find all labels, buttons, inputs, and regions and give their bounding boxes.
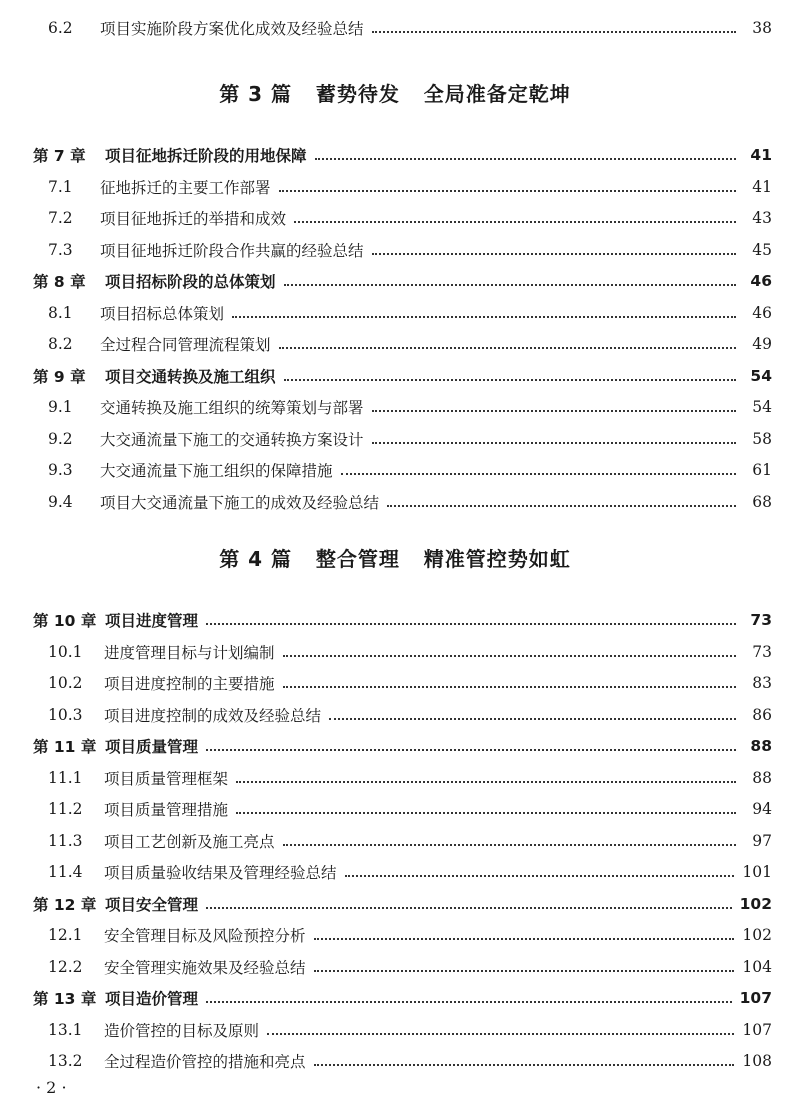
dot-leader — [279, 190, 736, 192]
toc-entry-section[interactable] — [0, 1016, 790, 1044]
section-title: 项目进度控制的主要措施 — [104, 675, 275, 693]
toc-entry-section[interactable] — [0, 1047, 790, 1075]
chapter-title: 项目质量管理 — [105, 738, 199, 756]
section-number: 9.4 — [48, 493, 73, 511]
section-title: 交通转换及施工组织的统筹策划与部署 — [100, 399, 364, 417]
page-number: 68 — [752, 493, 772, 511]
dot-leader — [283, 844, 736, 846]
page-number: 107 — [739, 989, 772, 1007]
dot-leader — [206, 1001, 732, 1003]
section-title: 进度管理目标与计划编制 — [104, 644, 275, 662]
dot-leader — [267, 1033, 734, 1035]
dot-leader — [206, 749, 736, 751]
section-title: 项目质量验收结果及管理经验总结 — [104, 864, 337, 882]
section-number: 9.3 — [48, 461, 73, 479]
page-number: 58 — [752, 430, 772, 448]
page-number: 83 — [752, 674, 772, 692]
page-number: 107 — [742, 1021, 772, 1039]
dot-leader — [314, 970, 735, 972]
section-title: 项目进度控制的成效及经验总结 — [104, 707, 322, 725]
page-number: 88 — [752, 769, 772, 787]
section-number: 7.1 — [48, 178, 73, 196]
chapter-number: 第 10 章 — [33, 612, 97, 630]
toc-entry-chapter[interactable] — [0, 606, 790, 634]
chapter-number: 第 12 章 — [33, 896, 97, 914]
part-label: 第 3 篇 — [219, 82, 293, 106]
section-number: 11.4 — [48, 863, 83, 881]
dot-leader — [372, 410, 736, 412]
section-number: 12.2 — [48, 958, 83, 976]
page-number: 101 — [742, 863, 772, 881]
chapter-number: 第 13 章 — [33, 990, 97, 1008]
page-number: 104 — [742, 958, 772, 976]
chapter-title: 项目征地拆迁阶段的用地保障 — [105, 147, 307, 165]
toc-entry-section[interactable] — [0, 393, 790, 421]
toc-entry-section[interactable] — [0, 425, 790, 453]
section-title: 全过程合同管理流程策划 — [100, 336, 271, 354]
page-number: 73 — [752, 643, 772, 661]
dot-leader — [341, 473, 736, 475]
toc-entry-section[interactable] — [0, 701, 790, 729]
section-title: 项目征地拆迁的举措和成效 — [100, 210, 287, 228]
chapter-title: 项目交通转换及施工组织 — [105, 368, 276, 386]
page-number: 108 — [742, 1052, 772, 1070]
section-title: 项目质量管理措施 — [104, 801, 229, 819]
page-number: 46 — [750, 272, 772, 290]
page-number: 41 — [752, 178, 772, 196]
chapter-title: 项目招标阶段的总体策划 — [105, 273, 276, 291]
dot-leader — [345, 875, 735, 877]
page-number: 41 — [750, 146, 772, 164]
section-title: 安全管理实施效果及经验总结 — [104, 959, 306, 977]
section-number: 7.2 — [48, 209, 73, 227]
section-number: 9.1 — [48, 398, 73, 416]
toc-entry-chapter[interactable] — [0, 141, 790, 169]
dot-leader — [329, 718, 736, 720]
section-title: 安全管理目标及风险预控分析 — [104, 927, 306, 945]
page-number: 38 — [752, 19, 772, 37]
part-label: 第 4 篇 — [219, 547, 293, 571]
dot-leader — [206, 623, 736, 625]
dot-leader — [206, 907, 732, 909]
section-title: 大交通流量下施工的交通转换方案设计 — [100, 431, 364, 449]
toc-entry-section[interactable] — [0, 299, 790, 327]
section-title: 项目征地拆迁阶段合作共赢的经验总结 — [100, 242, 364, 260]
toc-entry-chapter[interactable] — [0, 267, 790, 295]
toc-entry-section[interactable] — [0, 204, 790, 232]
section-number: 6.2 — [48, 19, 73, 37]
dot-leader — [372, 442, 736, 444]
toc-entry-section[interactable] — [0, 236, 790, 264]
toc-entry-section[interactable] — [0, 488, 790, 516]
section-number: 10.2 — [48, 674, 83, 692]
dot-leader — [315, 158, 736, 160]
toc-entry-section[interactable] — [0, 173, 790, 201]
page-number: 46 — [752, 304, 772, 322]
section-title: 项目实施阶段方案优化成效及经验总结 — [100, 20, 364, 38]
section-title: 项目招标总体策划 — [100, 305, 225, 323]
dot-leader — [294, 221, 736, 223]
page-number: 43 — [752, 209, 772, 227]
toc-entry-section[interactable] — [0, 953, 790, 981]
chapter-title: 项目造价管理 — [105, 990, 199, 1008]
toc-entry-section[interactable] — [0, 456, 790, 484]
part-title: 整合管理 精准管控势如虹 — [315, 547, 571, 571]
page-number: 88 — [750, 737, 772, 755]
toc-entry-section[interactable] — [0, 921, 790, 949]
chapter-number: 第 7 章 — [33, 147, 86, 165]
chapter-number: 第 8 章 — [33, 273, 86, 291]
page-number: 61 — [752, 461, 772, 479]
page-number: 45 — [752, 241, 772, 259]
chapter-title: 项目安全管理 — [105, 896, 199, 914]
section-number: 11.3 — [48, 832, 83, 850]
page-number: 54 — [750, 367, 772, 385]
section-title: 造价管控的目标及原则 — [104, 1022, 260, 1040]
section-number: 11.2 — [48, 800, 83, 818]
section-number: 13.1 — [48, 1021, 83, 1039]
section-title: 项目质量管理框架 — [104, 770, 229, 788]
page-number: 97 — [752, 832, 772, 850]
toc-entry-6-2[interactable] — [0, 14, 790, 42]
section-number: 9.2 — [48, 430, 73, 448]
section-title: 征地拆迁的主要工作部署 — [100, 179, 271, 197]
dot-leader — [284, 284, 736, 286]
dot-leader — [236, 781, 736, 783]
toc-entry-section[interactable] — [0, 669, 790, 697]
dot-leader — [284, 379, 736, 381]
section-number: 8.1 — [48, 304, 73, 322]
toc-entry-chapter[interactable] — [0, 732, 790, 760]
dot-leader — [283, 655, 736, 657]
section-number: 10.1 — [48, 643, 83, 661]
dot-leader — [372, 31, 736, 33]
section-number: 12.1 — [48, 926, 83, 944]
chapter-number: 第 9 章 — [33, 368, 86, 386]
toc-entry-chapter[interactable] — [0, 890, 790, 918]
page-number: 94 — [752, 800, 772, 818]
page-number: 86 — [752, 706, 772, 724]
part-heading — [0, 78, 790, 107]
page-number: 102 — [742, 926, 772, 944]
section-title: 大交通流量下施工组织的保障措施 — [100, 462, 333, 480]
page-number: 102 — [739, 895, 772, 913]
dot-leader — [314, 1064, 735, 1066]
section-number: 10.3 — [48, 706, 83, 724]
toc-entry-section[interactable] — [0, 764, 790, 792]
dot-leader — [232, 316, 736, 318]
section-number: 8.2 — [48, 335, 73, 353]
section-title: 项目大交通流量下施工的成效及经验总结 — [100, 494, 380, 512]
toc-entry-section[interactable] — [0, 858, 790, 886]
toc-entry-section[interactable] — [0, 638, 790, 666]
chapter-title: 项目进度管理 — [105, 612, 199, 630]
section-title: 项目工艺创新及施工亮点 — [104, 833, 275, 851]
section-number: 13.2 — [48, 1052, 83, 1070]
page-number: 73 — [750, 611, 772, 629]
dot-leader — [314, 938, 735, 940]
toc-entry-section[interactable] — [0, 795, 790, 823]
section-title: 全过程造价管控的措施和亮点 — [104, 1053, 306, 1071]
dot-leader — [283, 686, 736, 688]
section-number: 11.1 — [48, 769, 83, 787]
toc-entry-chapter[interactable] — [0, 984, 790, 1012]
toc-entry-section[interactable] — [0, 827, 790, 855]
section-number: 7.3 — [48, 241, 73, 259]
dot-leader — [387, 505, 736, 507]
page-footer-number: · 2 · — [36, 1078, 67, 1097]
page-number: 49 — [752, 335, 772, 353]
part-heading — [0, 543, 790, 572]
chapter-number: 第 11 章 — [33, 738, 97, 756]
toc-entry-section[interactable] — [0, 330, 790, 358]
part-title: 蓄势待发 全局准备定乾坤 — [315, 82, 571, 106]
page-number: 54 — [752, 398, 772, 416]
toc-entry-chapter[interactable] — [0, 362, 790, 390]
dot-leader — [279, 347, 736, 349]
dot-leader — [372, 253, 736, 255]
dot-leader — [236, 812, 736, 814]
